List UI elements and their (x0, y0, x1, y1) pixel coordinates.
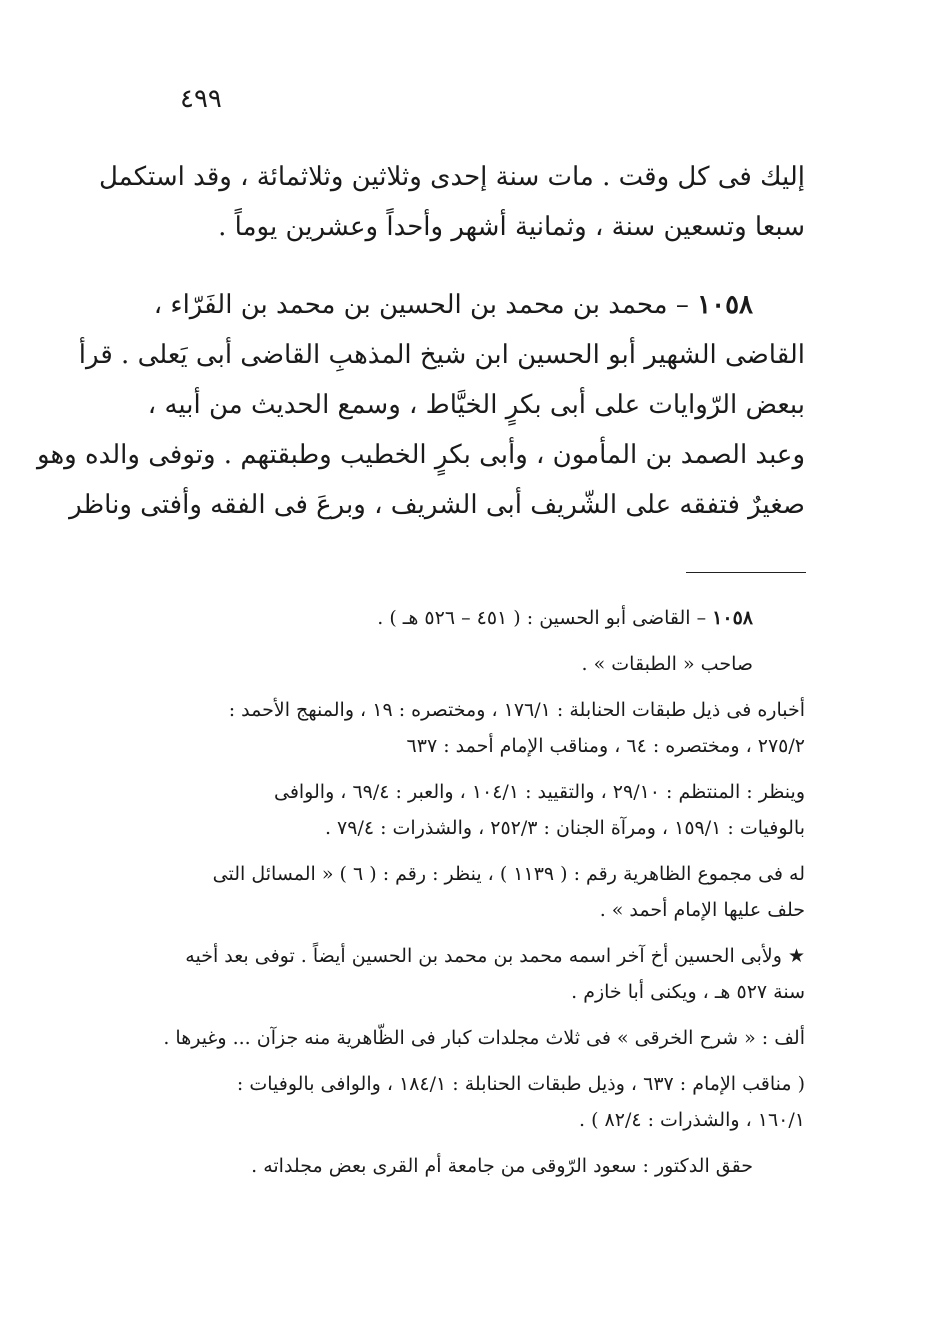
footnote-paragraph (140, 856, 805, 928)
footnote-separator (686, 572, 806, 573)
footnote-line: سنة ٥٢٧ هـ ، ويكنى أبا خازم . (571, 981, 805, 1003)
entry-number: ١٠٥٨ (697, 290, 753, 320)
footnote-line: ألف : « شرح الخرقى » فى ثلاث مجلدات كبار فى الظّاهرية منه جزآن ... وغيرها . (163, 1027, 805, 1049)
main-line: القاضى الشهير أبو الحسين ابن شيخ المذهبِ القاضى أبى يَعلى . قرأ (78, 340, 805, 370)
footnote-line: له فى مجموع الظاهرية رقم : ( ١١٣٩ ) ، ينظر : رقم : ( ٦ ) « المسائل التى (212, 863, 805, 885)
main-line: صغيرٌ فتفقه على الشّريف أبى الشريف ، وبرعَ فى الفقه وأفتى وناظر (69, 490, 805, 520)
main-line: إليك فى كل وقت . مات سنة إحدى وثلاثين وثلاثمائة ، وقد استكمل (98, 162, 805, 192)
footnote-line: صاحب « الطبقات » . (581, 653, 753, 675)
entry-heading (140, 280, 805, 330)
main-text (37, 152, 805, 530)
main-line: وعبد الصمد بن المأمون ، وأبى بكرٍ الخطيب وطبقتهم . وتوفى والده وهو (37, 440, 805, 470)
footnote-line: ★ ولأبى الحسين أخ آخر اسمه محمد بن محمد بن الحسين أيضاً . توفى بعد أخيه (185, 945, 805, 967)
footnote-paragraph (140, 938, 805, 1010)
footnote-paragraph (140, 1066, 805, 1138)
footnote-line: حلف عليها الإمام أحمد » . (599, 899, 805, 921)
footnote-heading (140, 600, 805, 636)
main-line: سبعا وتسعين سنة ، وثمانية أشهر وأحداً وعشرين يوماً . (218, 212, 805, 242)
footnote-line: ٢٧٥/٢ ، ومختصره : ٦٤ ، ومناقب الإمام أحمد : ٦٣٧ (406, 735, 805, 757)
footnote-line: أخباره فى ذيل طبقات الحنابلة : ١٧٦/١ ، ومختصره : ١٩ ، والمنهج الأحمد : (228, 699, 805, 721)
page-number: ٤٩٩ (180, 84, 222, 114)
footnote-paragraph (140, 646, 805, 682)
footnote-entry-number: ١٠٥٨ (712, 607, 753, 629)
entry-name: – محمد بن محمد بن الحسين بن محمد بن الفَرّاء ، (153, 290, 689, 320)
footnote-line: ١٦٠/١ ، والشذرات : ٨٢/٤ ) . (579, 1109, 805, 1131)
footnote-paragraph (140, 774, 805, 846)
footnote-line: حقق الدكتور : سعود الرّوقى من جامعة أم القرى بعض مجلداته . (251, 1155, 753, 1177)
footnote-paragraph (140, 1020, 805, 1056)
footnote-paragraph (140, 692, 805, 764)
footnote-line: ( مناقب الإمام : ٦٣٧ ، وذيل طبقات الحنابلة : ١٨٤/١ ، والوافى بالوفيات : (236, 1073, 805, 1095)
footnote-line: وينظر : المنتظم : ٢٩/١٠ ، والتقييد : ١٠٤/١ ، والعبر : ٦٩/٤ ، والوافى (273, 781, 805, 803)
footnote-paragraph (140, 1148, 805, 1184)
footnotes (140, 600, 805, 1194)
footnote-line: بالوفيات : ١٥٩/١ ، ومرآة الجنان : ٢٥٢/٣ ، والشذرات : ٧٩/٤ . (324, 817, 805, 839)
footnote-entry-title: – القاضى أبو الحسين : ( ٤٥١ – ٥٢٦ هـ ) . (377, 607, 707, 629)
main-line: ببعض الرّوايات على أبى بكرٍ الخيَّاط ، وسمع الحديث من أبيه ، (147, 390, 805, 420)
